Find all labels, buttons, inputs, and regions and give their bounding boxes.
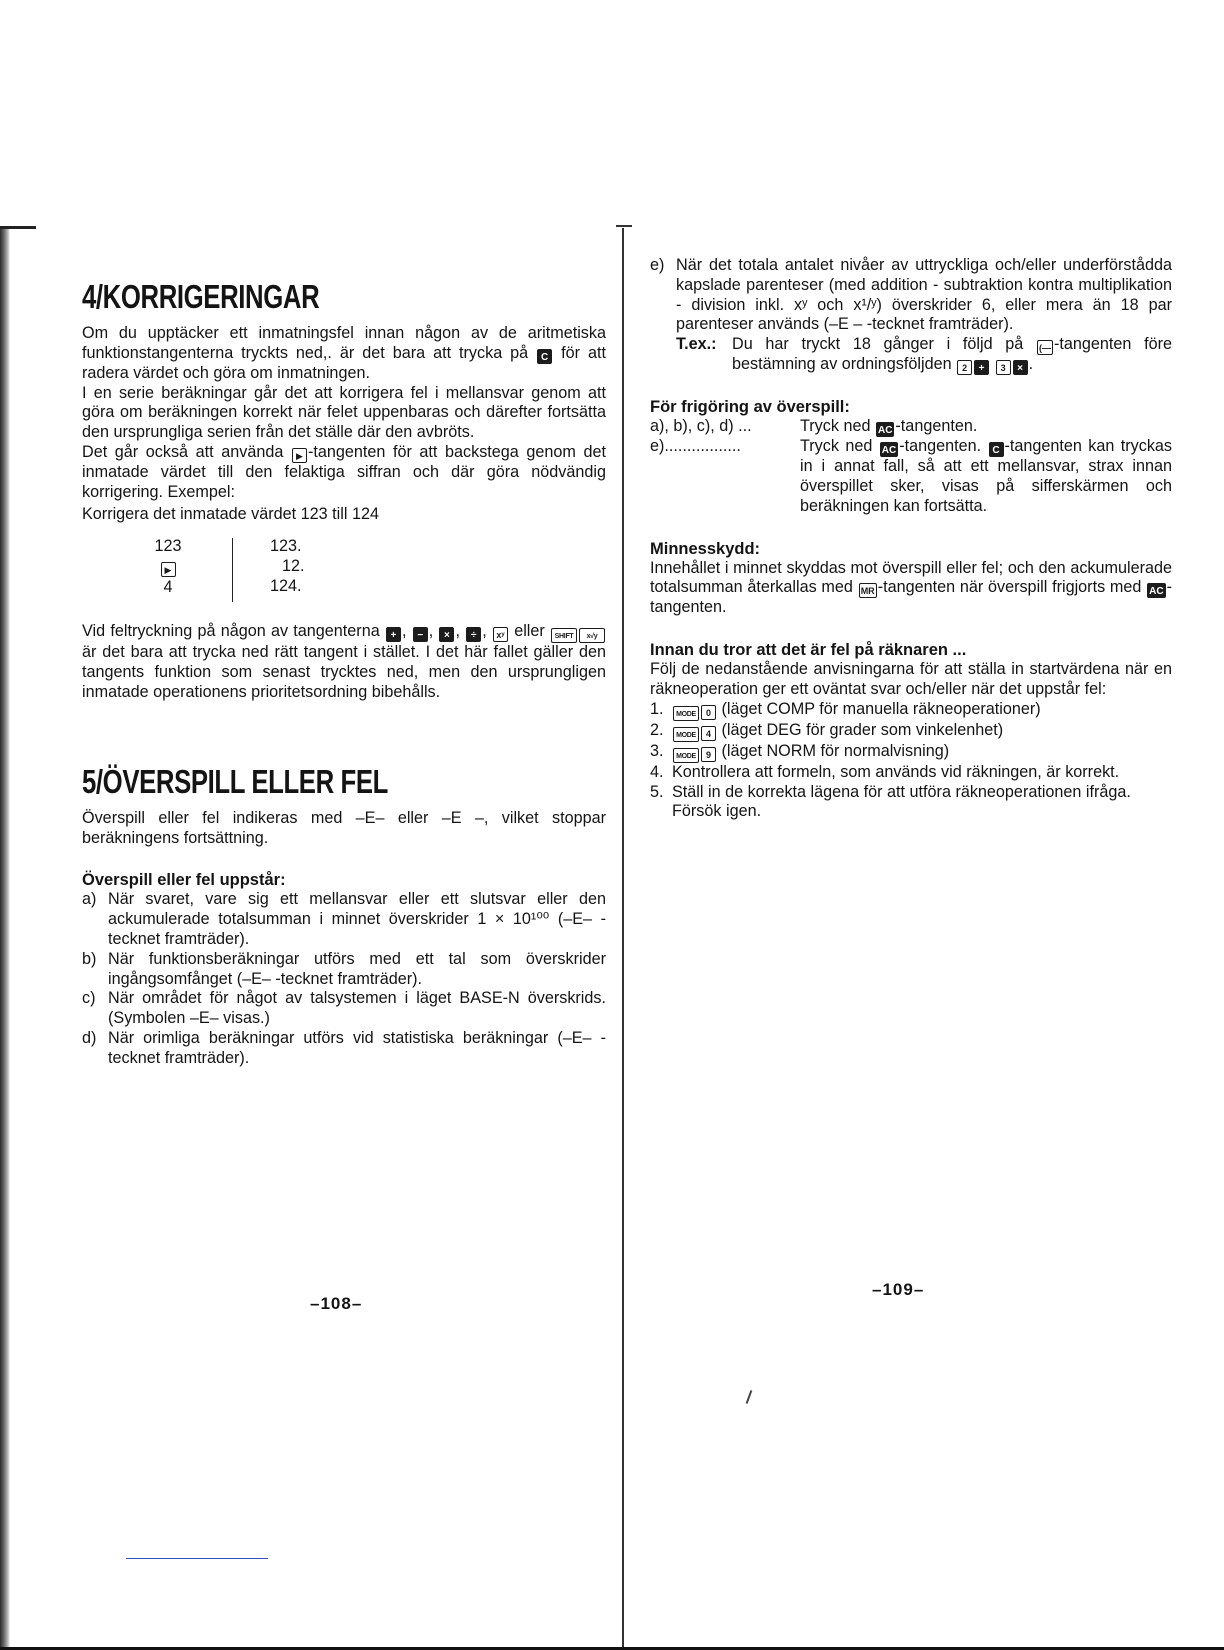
power-key-icon: xʸ [493,627,508,642]
step-number: 4. [650,762,664,781]
memory-protection-heading: Minnesskydd: [650,539,761,558]
para-text: -tangenten när överspill frigjorts med [877,578,1142,597]
step-text [672,742,1172,763]
overflow-causes-list [82,890,606,1068]
root-key-icon: x√y [579,628,605,643]
c-key-icon: C [989,442,1004,457]
para-text: (läget DEG för grader som vinkelenhet) [721,720,1004,739]
release-label: a), b), c), d) ... [650,417,752,436]
section-4-title: 4/KORRIGERINGAR [82,278,320,315]
list-text: När funktionsberäkningar utförs med ett tal som överskrider ingångsomfånget (–E– -tecknet framträder). [108,949,606,988]
para-text: -tangenten. [650,578,1172,617]
list-item [650,721,1172,742]
backstep-key-icon: ▶ [161,562,176,577]
list-item [650,742,1172,763]
left-page-number: –108– [310,1294,363,1313]
example-input: 4 [163,578,173,597]
mode-key-icon: MODE [673,748,699,763]
backstep-key-icon: ▶ [292,448,307,463]
step-text [672,700,1172,721]
minus-key-icon: − [413,627,428,642]
book-spine [622,228,624,1648]
correction-example [82,536,606,602]
list-text: När området för något av talsystemen i läget BASE-N överskrids. (Symbolen –E– visas.) [108,989,606,1028]
step-number: 3. [650,741,664,760]
list-item [650,700,1172,721]
step-text: Kontrollera att formeln, som används vid räkningen, är korrekt. [672,762,1120,781]
times-key-icon: × [439,627,454,642]
step-text: Ställ in de korrekta lägena för att utföra räkneoperationen ifråga. Försök igen. [672,782,1131,821]
step-text [672,721,1172,742]
memory-protection-text [650,559,1172,619]
stray-mark [746,1390,753,1404]
para-text: Innehållet i minnet skyddas mot överspill eller fel; och den ackumulerade totalsumman återkallas med [650,558,1172,597]
release-text [800,437,1172,516]
left-page [82,262,606,1069]
section-4-para-1 [82,324,606,384]
section-4-para-4: Vid feltryckning på någon av tangenterna + , − , × , ÷ , xʸ eller SHIFT x√y är det bara att trycka ned rätt tangent i stället. I det här fallet gäller den tangents funktion som senast trycktes ned, men den ursprungligen inmatade operationens prioritetsordning bibehålls. [82,622,606,701]
digit-2-key-icon: 2 [957,360,972,375]
digit-key-icon: 0 [701,705,716,720]
troubleshoot-intro: Följ de nedanstående anvisningarna för att ställa in startvärdena när en räkneoperation ger ett oväntat svar och/eller när det uppstår fel: [650,660,1172,698]
example-row [676,335,1172,375]
ac-key-icon: AC [880,442,898,457]
mr-key-icon: MR [859,583,877,598]
list-text: När svaret, vare sig ett mellansvar eller ett slutsvar eller den ackumulerade totalsumman i minnet överskrider 1 × 10¹⁰⁰ (–E– -tecknet framträder). [108,890,606,948]
digit-key-icon: 4 [701,726,716,741]
para-text: Om du upptäcker ett inmatningsfel innan någon av de aritmetiska funktionstangenterna tryckts ned,. är det bara att trycka på [82,324,606,362]
step-number: 1. [650,699,664,718]
para-text: -tangenten före bestämning av ordningsföljden [732,335,1173,374]
c-key-icon: C [537,349,552,364]
list-label: c) [82,989,96,1008]
example-text: Du har tryckt 18 gånger i följd på (— -tangenten före bestämning av ordningsföljden 2 + 3 × . [732,335,1173,375]
list-item [650,783,1172,823]
list-item [82,1029,606,1069]
release-heading: För frigöring av överspill: [650,398,850,417]
list-text: När orimliga beräkningar utförs vid statistiska beräkningar (–E– -tecknet framträder). [108,1028,606,1067]
right-page-number: –109– [872,1280,925,1299]
plus-key-icon: + [386,627,401,642]
para-text: Vid feltryckning på någon av tangenterna [82,622,380,641]
release-text [800,417,1172,437]
step-number: 5. [650,782,664,801]
ac-key-icon: AC [876,422,894,437]
scan-corner-mark [0,226,36,229]
troubleshoot-heading: Innan du tror att det är fel på räknaren ... [650,641,967,660]
blue-scan-line [126,1558,268,1559]
para-text: Du har tryckt 18 gånger i följd på [732,335,1024,354]
para-text: -tangenten. [895,417,978,436]
para-text: Det går också att använda [82,442,284,461]
shift-key-icon: SHIFT [551,628,577,643]
plus-key-icon: + [974,360,989,375]
ac-key-icon: AC [1147,583,1165,598]
list-item [82,950,606,990]
digit-key-icon: 9 [701,747,716,762]
release-row [650,417,1172,437]
mode-key-icon: MODE [673,706,699,721]
release-row [650,437,1172,516]
example-display [270,536,340,596]
section-4-example-intro: Korrigera det inmatade värdet 123 till 124 [82,504,379,523]
example-input: 123 [154,537,182,556]
section-5-title: 5/ÖVERSPILL ELLER FEL [82,762,388,800]
example-keys [140,536,196,597]
divide-key-icon: ÷ [466,627,481,642]
list-text: När det totala antalet nivåer av uttryckliga och/eller underförstådda kapslade parenteser (med addition - subtraktion kontra multiplikation - division inkl. xʸ och x¹/ʸ) överskrider 6, eller mera än 18 par parenteser används (–E – -tecknet framträder). [676,256,1172,334]
display-value: 124. [270,577,302,596]
digit-3-key-icon: 3 [996,360,1011,375]
troubleshoot-steps [650,700,1172,822]
para-text: (läget NORM för normalvisning) [721,741,950,760]
scan-left-edge [0,228,10,1650]
para-text: Tryck ned [800,437,873,456]
para-text: -tangenten kan tryckas in i annat fall, så att ett mellansvar, strax innan överspillet sker, visas på sifferskärmen och beräkningen kan fortsätta. [800,437,1173,515]
times-key-icon: × [1013,360,1028,375]
paren-key-icon: (— [1037,340,1053,355]
para-text: (läget COMP för manuella räkneoperationer) [721,699,1041,718]
mode-key-icon: MODE [673,727,699,742]
para-text: är det bara att trycka ned rätt tangent i stället. I det här fallet gäller den tangents funktion som senast trycktes ned, men den ursprungligen inmatade operationens prioritetsordning bibehålls. [82,643,606,701]
list-item [82,989,606,1029]
display-value: 123. [270,537,302,556]
example-divider [232,538,233,602]
para-text: -tangenten för att backstega genom det inmatade värdet till den felaktiga siffran och där göra nödvändig korrigering. Exempel: [82,442,606,501]
list-label: d) [82,1028,97,1047]
list-item [82,890,606,949]
section-4-para-2: I en serie beräkningar går det att korrigera fel i mellansvar genom att göra om beräkningen korrekt när felet uppenbaras och därefter fortsätta den ursprungliga serien från det ställe där den avbröts. [82,383,606,442]
para-text: eller [514,622,545,641]
release-label: e)................. [650,437,741,456]
example-label: T.ex.: [676,335,717,354]
para-text: -tangenten. [899,437,982,456]
overflow-causes-heading: Överspill eller fel uppstår: [82,871,286,890]
spine-corner-mark [616,225,632,227]
section-5-para-1: Överspill eller fel indikeras med –E– eller –E –, vilket stoppar beräkningens fortsättning. [82,808,606,847]
list-label: e) [650,256,665,274]
right-page [650,256,1173,822]
section-4-para-3 [82,443,606,503]
display-value: 12. [282,557,305,576]
step-number: 2. [650,720,664,739]
list-label: b) [82,949,97,968]
list-label: a) [82,890,97,909]
overflow-cause-e [650,256,1172,375]
list-item [650,763,1172,783]
para-text: för att radera värdet och göra om inmatningen. [82,343,607,382]
para-text: Tryck ned [800,417,871,436]
